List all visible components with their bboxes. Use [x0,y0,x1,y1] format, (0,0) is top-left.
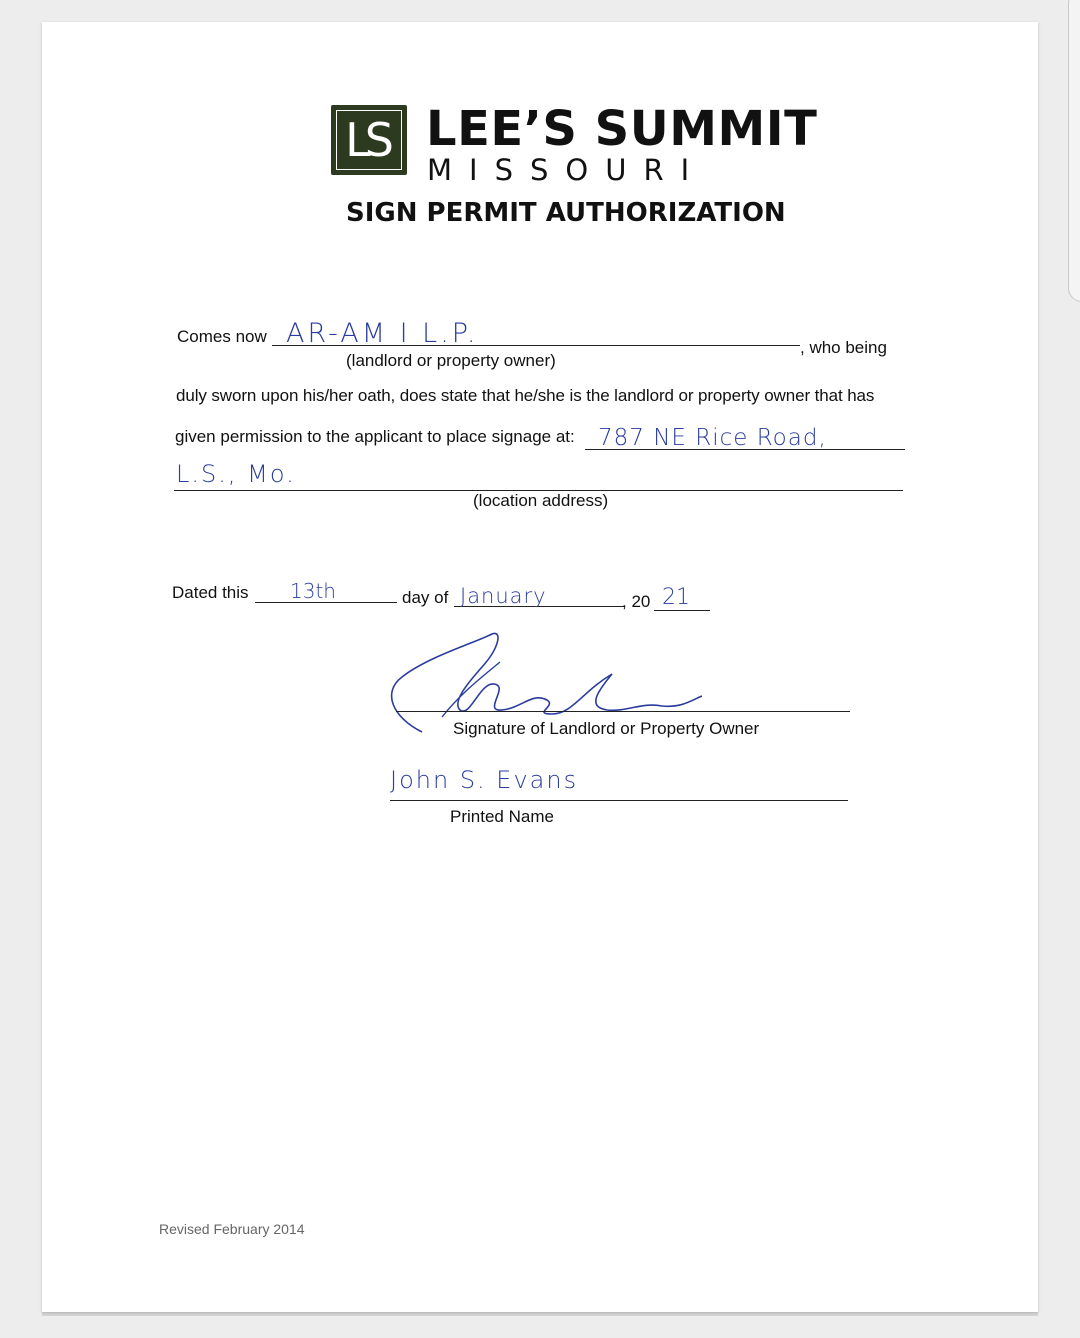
owner-caption: (landlord or property owner) [346,351,556,370]
address-handwritten-2: L.S., Mo. [176,460,296,488]
address-handwritten-1: 787 NE Rice Road, [598,425,827,451]
signature-line [396,711,850,712]
printed-name-line [390,800,848,801]
day-handwritten: 13th [290,579,336,603]
logo-mark-text: LS [336,110,402,170]
sworn-statement: duly sworn upon his/her oath, does state that he/she is the landlord or property owner that has [176,386,875,405]
month-handwritten: January [460,584,547,608]
location-caption: (location address) [473,491,609,510]
comes-now-label: Comes now [177,327,267,346]
printed-name-caption: Printed Name [450,807,554,826]
year-handwritten: 21 [662,585,690,610]
signature-caption: Signature of Landlord or Property Owner [453,719,760,738]
who-being-label: , who being [800,338,887,357]
year-prefix-label: , 20 [622,592,651,611]
dated-this-label: Dated this [172,583,249,602]
ls-logo-icon [331,105,407,175]
day-of-label: day of [402,588,449,607]
revision-note: Revised February 2014 [159,1221,305,1237]
printed-name-handwritten: John S. Evans [390,766,579,794]
permission-statement: given permission to the applicant to place signage at: [175,427,575,446]
owner-name-handwritten: AR-AM I L.P. [286,318,479,349]
year-line [654,610,710,611]
logo-state-name: MISSOURI [427,153,707,187]
document-page [42,22,1038,1312]
form-title: SIGN PERMIT AUTHORIZATION [346,198,786,228]
scroll-indicator[interactable] [1068,0,1080,302]
logo-city-name: LEE’S SUMMIT [426,101,818,157]
